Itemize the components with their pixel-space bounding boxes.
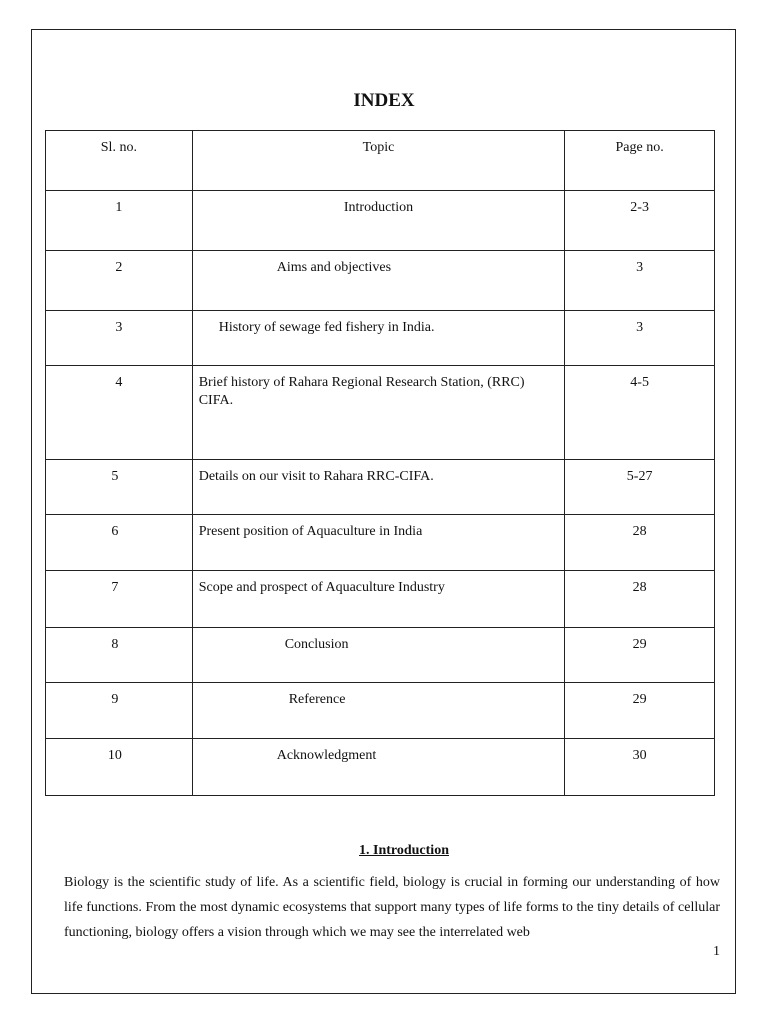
row-sl-no: 7 (46, 571, 193, 628)
row-page-no: 28 (565, 571, 715, 628)
row-sl-no: 3 (46, 311, 193, 366)
row-sl-no: 6 (46, 515, 193, 571)
table-row (46, 191, 715, 251)
table-row (46, 628, 715, 683)
row-page-no: 2-3 (565, 191, 715, 251)
table-row (46, 460, 715, 515)
header-topic: Topic (192, 131, 565, 191)
row-page-no: 4-5 (565, 366, 715, 460)
row-topic: History of sewage fed fishery in India. (192, 311, 565, 366)
header-sl-no: Sl. no. (46, 131, 193, 191)
row-topic: Reference (192, 683, 565, 739)
index-table (45, 130, 715, 796)
table-row (46, 739, 715, 796)
row-page-no: 30 (565, 739, 715, 796)
row-topic: Conclusion (192, 628, 565, 683)
index-title: INDEX (353, 90, 415, 111)
row-page-no: 28 (565, 515, 715, 571)
table-row (46, 515, 715, 571)
row-topic: Aims and objectives (192, 251, 565, 311)
row-sl-no: 5 (46, 460, 193, 515)
row-page-no: 29 (565, 683, 715, 739)
table-row (46, 683, 715, 739)
row-topic: Brief history of Rahara Regional Research Station, (RRC) CIFA. (192, 366, 565, 460)
header-page-no: Page no. (565, 131, 715, 191)
row-page-no: 5-27 (565, 460, 715, 515)
row-topic: Introduction (192, 191, 565, 251)
intro-paragraph: Biology is the scientific study of life. As a scientific field, biology is crucial in forming our understanding of how life functions. From the most dynamic ecosystems that support many types of life forms to the tiny details of cellular functioning, biology offers a vision through which we may see the interrelated web (64, 875, 720, 940)
row-sl-no: 8 (46, 628, 193, 683)
row-topic: Present position of Aquaculture in India (192, 515, 565, 571)
row-sl-no: 10 (46, 739, 193, 796)
row-page-no: 29 (565, 628, 715, 683)
row-topic: Scope and prospect of Aquaculture Industry (192, 571, 565, 628)
page-number: 1 (713, 944, 720, 959)
table-row (46, 251, 715, 311)
table-row (46, 311, 715, 366)
row-page-no: 3 (565, 311, 715, 366)
table-header-row (46, 131, 715, 191)
row-topic: Details on our visit to Rahara RRC-CIFA. (192, 460, 565, 515)
row-sl-no: 9 (46, 683, 193, 739)
row-sl-no: 2 (46, 251, 193, 311)
row-sl-no: 4 (46, 366, 193, 460)
row-topic: Acknowledgment (192, 739, 565, 796)
table-row (46, 571, 715, 628)
row-page-no: 3 (565, 251, 715, 311)
table-row (46, 366, 715, 460)
row-sl-no: 1 (46, 191, 193, 251)
intro-heading: 1. Introduction (359, 843, 449, 858)
